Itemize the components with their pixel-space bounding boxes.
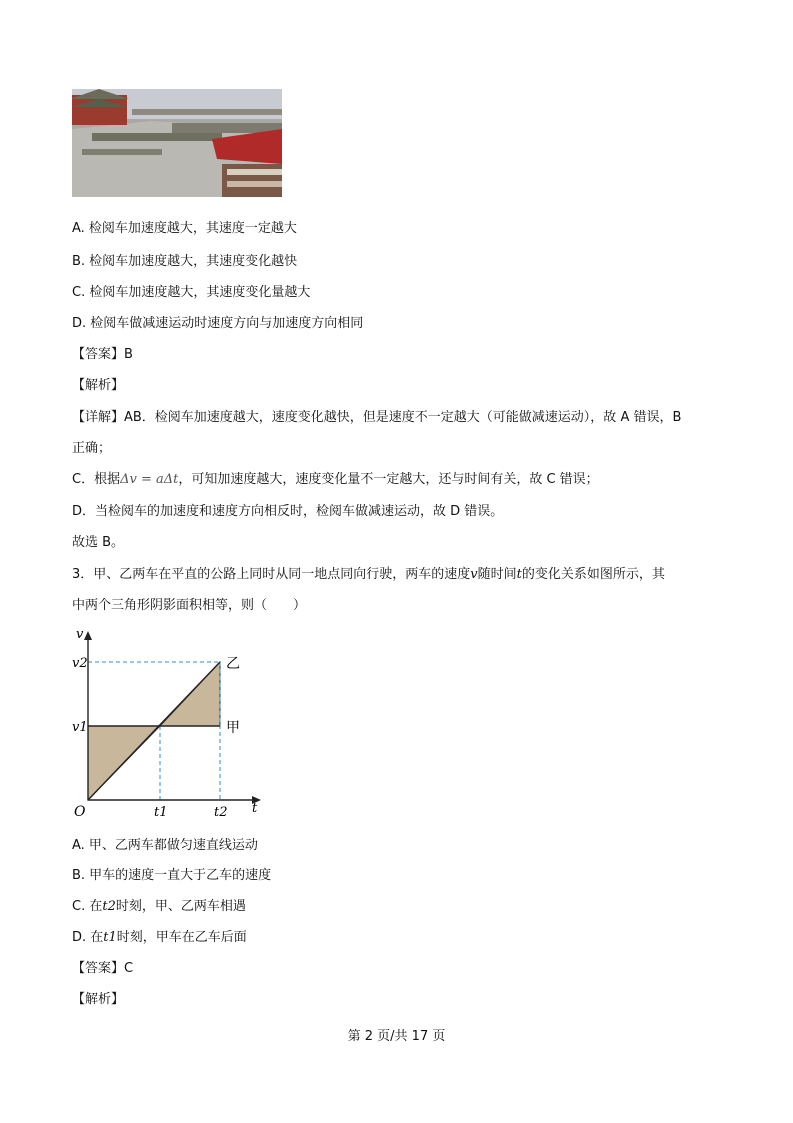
q3-option-d-var: t1 bbox=[103, 930, 117, 945]
q3-stem-part-1: 3．甲、乙两车在平直的公路上同时从同一地点同向行驶，两车的速度 bbox=[72, 567, 471, 582]
axis-label-v: v bbox=[76, 627, 84, 642]
label-v1: v1 bbox=[72, 720, 88, 735]
q3-option-c-post: 时刻，甲、乙两车相遇 bbox=[115, 899, 246, 914]
label-v2: v2 bbox=[72, 656, 88, 671]
q2-option-c: C. 检阅车加速度越大，其速度变化量越大 bbox=[72, 285, 311, 300]
q2-formula: Δv = aΔt bbox=[120, 472, 179, 487]
q3-stem-part-2: 随时间 bbox=[477, 567, 517, 582]
q2-option-d: D. 检阅车做减速运动时速度方向与加速度方向相同 bbox=[72, 316, 364, 331]
q3-option-b: B. 甲车的速度一直大于乙车的速度 bbox=[72, 868, 272, 883]
q3-option-d bbox=[72, 929, 247, 947]
q3-option-d-post: 时刻，甲车在乙车后面 bbox=[116, 930, 247, 945]
v-axis-arrow bbox=[84, 631, 92, 640]
q3-answer: 【答案】C bbox=[72, 961, 134, 976]
page-footer: 第 2 页/共 17 页 bbox=[347, 1029, 446, 1044]
q2-conclusion: 故选 B。 bbox=[72, 535, 125, 550]
q3-analysis-label: 【解析】 bbox=[72, 992, 125, 1007]
q2-detail-d: D．当检阅车的加速度和速度方向相反时，检阅车做减速运动，故 D 错误。 bbox=[72, 504, 504, 519]
q3-stem-line-1 bbox=[72, 566, 665, 584]
q2-detail-c-post: ，可知加速度越大，速度变化量不一定越大，还与时间有关，故 C 错误； bbox=[178, 472, 599, 487]
origin-label: O bbox=[74, 804, 86, 820]
q2-answer: 【答案】B bbox=[72, 347, 133, 362]
vt-graph bbox=[72, 622, 272, 822]
q3-option-d-pre: D. 在 bbox=[72, 930, 104, 945]
label-t2: t2 bbox=[214, 805, 228, 820]
q3-option-c-var: t2 bbox=[102, 899, 116, 914]
q3-stem-var-v: v bbox=[470, 567, 478, 582]
axis-label-t: t bbox=[252, 801, 258, 816]
q3-stem-line-2: 中两个三角形阴影面积相等，则（ ） bbox=[72, 598, 307, 613]
label-yi: 乙 bbox=[226, 656, 240, 672]
q3-option-c bbox=[72, 898, 246, 916]
q2-analysis-label: 【解析】 bbox=[72, 378, 125, 393]
q3-option-c-pre: C. 在 bbox=[72, 899, 103, 914]
q2-detail-line-2: 正确； bbox=[72, 441, 112, 456]
q3-stem-part-3: 的变化关系如图所示，其 bbox=[521, 567, 665, 582]
q2-detail-c bbox=[72, 471, 599, 489]
label-t1: t1 bbox=[154, 805, 168, 820]
q2-option-a: A. 检阅车加速度越大，其速度一定越大 bbox=[72, 221, 297, 236]
q3-stem-var-t: t bbox=[516, 567, 522, 582]
q3-option-a: A. 甲、乙两车都做匀速直线运动 bbox=[72, 838, 258, 853]
q2-option-b: B. 检阅车加速度越大，其速度变化越快 bbox=[72, 254, 298, 269]
label-jia: 甲 bbox=[226, 720, 240, 736]
q2-detail-line-1: 【详解】AB．检阅车加速度越大，速度变化越快，但是速度不一定越大（可能做减速运动），故 A 错误，B bbox=[72, 410, 682, 425]
parade-photo bbox=[72, 89, 282, 197]
q2-detail-c-pre: C．根据 bbox=[72, 472, 121, 487]
